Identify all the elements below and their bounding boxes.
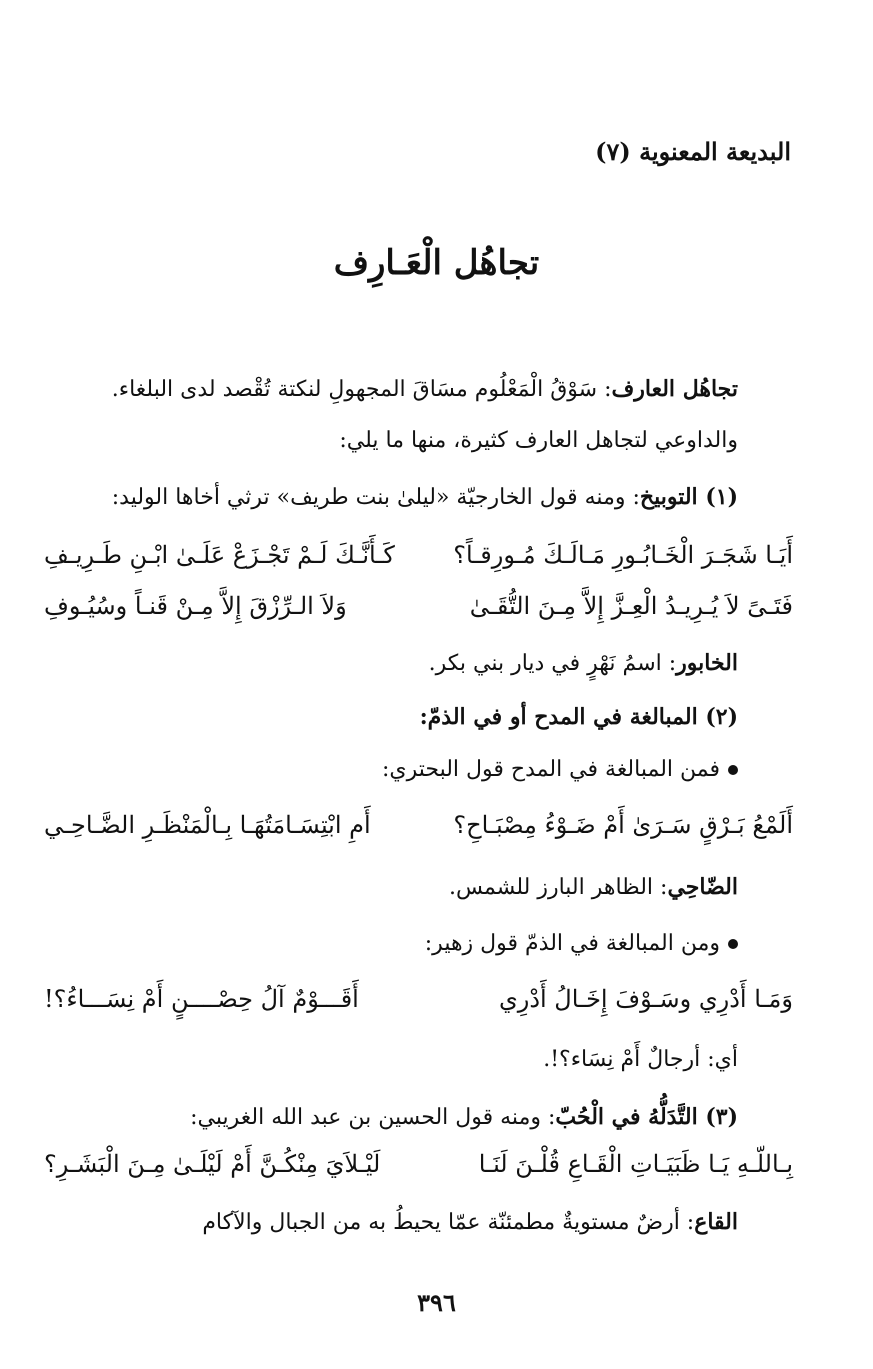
verse-second-hemistich: وَلاَ الـرِّزْقَ إِلاَّ مِـنْ قَنـاً وسُيُـوفِ <box>44 592 347 620</box>
bullet-text: ومن المبالغة في الذمّ قول زهير: <box>424 931 720 956</box>
chapter-header: البديعة المعنوية (٧) <box>595 137 791 166</box>
bullet-icon <box>728 765 738 775</box>
gloss-term: الضّاحِي <box>667 874 738 900</box>
gloss-line <box>429 650 738 677</box>
gloss-term: الخابور <box>676 650 738 676</box>
verse-line <box>44 541 793 577</box>
verse-first-hemistich: أَيَـا شَجَـرَ الْخَـابُـورِ مَـالَـكَ مُـورِقـاً؟ <box>453 541 793 569</box>
definition-term: تجاهُل العارف <box>611 376 738 402</box>
verse-line <box>44 985 793 1021</box>
section-3-text: : ومنه قول الحسين بن عبد الله الغريبي: <box>190 1105 556 1130</box>
verse-second-hemistich: لَيْـلاَيَ مِنْكُـنَّ أَمْ لَيْلَـىٰ مِـنَ الْبَشَـرِ؟ <box>44 1150 381 1178</box>
verse-second-hemistich: كَـأَنَّـكَ لَـمْ تَجْـزَعْ عَلَـىٰ ابْـنِ طَـرِيـفِ <box>44 541 395 569</box>
gloss-text: : اسمُ نَهْرٍ في ديار بني بكر. <box>428 651 677 676</box>
section-1-heading <box>112 484 738 511</box>
bullet-item <box>425 931 738 957</box>
definition-text: : سَوْقُ الْمَعْلُوم مسَاقَ المجهولِ لنكتة تُقْصد لدى البلغاء. <box>111 377 612 402</box>
gloss-text: : الظاهر البارز للشمس. <box>448 875 668 900</box>
verse-first-hemistich: فَتَـىً لاَ يُـرِيـدُ الْعِـزَّ إِلاَّ مِـنَ التُّقَـىٰ <box>469 592 793 620</box>
verse-second-hemistich: أَقَـــوْمٌ آلُ حِصْــــنٍ أَمْ نِسَـــاءُ؟! <box>44 985 359 1013</box>
bullet-item <box>382 757 738 783</box>
verse-first-hemistich: وَمَـا أَدْرِي وسَـوْفَ إِخَـالُ أَدْرِي <box>498 985 793 1013</box>
gloss-term: القاع <box>694 1209 738 1235</box>
explanation-line: أي: أرجالٌ أَمْ نِسَاء؟!. <box>543 1047 738 1072</box>
verse-line <box>44 811 793 847</box>
section-3-title: (٣) التَّدَلُّهُ في الْحُبّ <box>555 1104 738 1130</box>
bullet-text: فمن المبالغة في المدح قول البحتري: <box>381 757 720 782</box>
section-1-title: (١) التوبيخ <box>639 484 738 510</box>
gloss-text: : أرضٌ مستويةٌ مطمئنّة عمّا يحيطُ به من الجبال والآكام <box>202 1210 695 1235</box>
gloss-line <box>202 1209 738 1236</box>
verse-first-hemistich: أَلَمْعُ بَـرْقٍ سَـرَىٰ أَمْ ضَـوْءُ مِصْبَـاحِ؟ <box>453 811 793 839</box>
page-number: ٣٩٦ <box>417 1288 456 1317</box>
verse-first-hemistich: بِـاللّـهِ يَـا ظَبَيَـاتِ الْقَـاعِ قُلْـنَ لَنَـا <box>478 1150 793 1178</box>
page-title: تجاهُل الْعَـارِف <box>333 243 540 283</box>
verse-line <box>44 592 793 628</box>
definition-line <box>112 376 738 403</box>
section-1-text: : ومنه قول الخارجيّة «ليلىٰ بنت طريف» ترثي أخاها الوليد: <box>111 485 640 510</box>
gloss-line <box>449 874 738 901</box>
verse-second-hemistich: أَمِ ابْتِسَـامَتُهَـا بِـالْمَنْظَـرِ الضَّـاحِـي <box>44 811 371 839</box>
verse-line <box>44 1150 793 1186</box>
intro-line: والداوعي لتجاهل العارف كثيرة، منها ما يلي: <box>339 428 738 453</box>
section-2-heading: (٢) المبالغة في المدح أو في الذمّ: <box>419 704 738 730</box>
section-3-heading <box>190 1104 738 1131</box>
bullet-icon <box>728 939 738 949</box>
